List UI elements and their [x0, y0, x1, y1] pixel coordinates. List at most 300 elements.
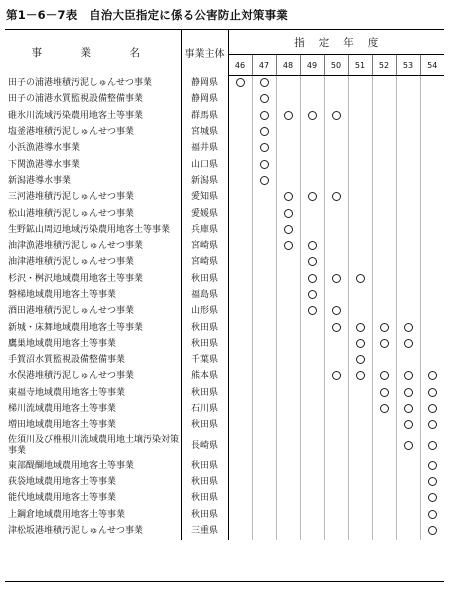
designation-cell [252, 76, 276, 92]
designated-circle-icon [428, 371, 437, 380]
designation-cell [324, 157, 348, 173]
designation-cell [348, 523, 372, 539]
designation-cell [348, 108, 372, 124]
project-actor: 秋田県 [181, 458, 228, 474]
table-title: 第1－6－7表 自治大臣指定に係る公害防止対策事業 [6, 8, 289, 22]
designation-cell [228, 287, 252, 303]
designation-cell [252, 190, 276, 206]
designation-cell [324, 238, 348, 254]
designation-cell [228, 271, 252, 287]
project-actor: 秋田県 [181, 336, 228, 352]
designation-cell [324, 320, 348, 336]
project-name: 増田地域農用地客土等事業 [8, 420, 117, 431]
designation-cell [372, 108, 396, 124]
designation-cell [396, 353, 420, 369]
table-row [5, 173, 444, 189]
designation-cell [300, 157, 324, 173]
designation-cell [324, 369, 348, 385]
designation-cell [324, 434, 348, 458]
designation-cell [252, 401, 276, 417]
designation-cell [300, 108, 324, 124]
designation-cell [252, 124, 276, 140]
project-name-header: 事 業 名 [31, 47, 154, 60]
designation-cell [348, 491, 372, 507]
designation-cell [396, 474, 420, 490]
designation-cell [276, 173, 300, 189]
designation-cell [372, 434, 396, 458]
project-actor: 静岡県 [181, 76, 228, 92]
project-actor: 秋田県 [181, 320, 228, 336]
designation-cell [324, 271, 348, 287]
designation-cell [300, 369, 324, 385]
designation-cell [252, 523, 276, 539]
designated-circle-icon [260, 176, 269, 185]
designation-cell [372, 507, 396, 523]
designation-cell [252, 336, 276, 352]
project-actor: 宮崎県 [181, 255, 228, 271]
table-row [5, 336, 444, 352]
designation-cell [228, 336, 252, 352]
project-actor: 三重県 [181, 523, 228, 539]
designation-cell [300, 190, 324, 206]
table-row [5, 507, 444, 523]
designated-circle-icon [428, 477, 437, 486]
designation-cell [324, 474, 348, 490]
designation-cell [276, 222, 300, 238]
designation-cell [396, 92, 420, 108]
designation-cell [396, 173, 420, 189]
designation-cell [324, 385, 348, 401]
designation-cell [252, 304, 276, 320]
table-row [5, 76, 444, 92]
designation-cell [276, 157, 300, 173]
designation-cell [420, 491, 444, 507]
designation-cell [252, 507, 276, 523]
designated-circle-icon [404, 388, 413, 397]
project-name: 杉沢・桝沢地域農用地客土等事業 [8, 273, 144, 284]
designation-cell [348, 238, 372, 254]
designated-circle-icon [356, 371, 365, 380]
designation-cell [420, 141, 444, 157]
designation-cell [348, 401, 372, 417]
designation-cell [396, 287, 420, 303]
designation-cell [228, 222, 252, 238]
project-name: 東部醍醐地域農用地客土等事業 [8, 460, 135, 471]
designation-cell [252, 222, 276, 238]
year-header-cell: 48 [276, 55, 300, 76]
project-name: 碓氷川流域汚染農用地客土等事業 [8, 110, 144, 121]
designated-circle-icon [356, 323, 365, 332]
designation-cell [420, 157, 444, 173]
project-name: 小浜漁港導水事業 [8, 143, 81, 154]
designated-circle-icon [332, 306, 341, 315]
designation-cell [396, 108, 420, 124]
project-actor: 長崎県 [181, 434, 228, 458]
designation-cell [348, 141, 372, 157]
project-actor: 福島県 [181, 287, 228, 303]
designation-cell [300, 474, 324, 490]
designation-cell [420, 124, 444, 140]
designation-cell [348, 76, 372, 92]
designated-circle-icon [308, 192, 317, 201]
designation-cell [252, 255, 276, 271]
designation-cell [300, 523, 324, 539]
project-actor: 宮崎県 [181, 238, 228, 254]
designation-cell [300, 206, 324, 222]
designation-cell [228, 320, 252, 336]
designation-cell [228, 238, 252, 254]
project-actor: 宮城県 [181, 124, 228, 140]
project-name: 生野鉱山周辺地域汚染農用地客土等事業 [8, 224, 171, 235]
designation-cell [252, 206, 276, 222]
designated-circle-icon [356, 274, 365, 283]
designation-cell [276, 238, 300, 254]
designation-cell [324, 458, 348, 474]
designated-circle-icon [404, 339, 413, 348]
designated-circle-icon [308, 111, 317, 120]
designation-cell [420, 108, 444, 124]
designation-cell [228, 385, 252, 401]
project-name: 津松坂港堆積汚泥しゅんせつ事業 [8, 525, 144, 536]
designation-cell [252, 418, 276, 434]
project-name: 松山港堆積汚泥しゅんせつ事業 [8, 208, 135, 219]
designated-circle-icon [428, 526, 437, 535]
project-name: 水俣港堆積汚泥しゅんせつ事業 [8, 371, 135, 382]
project-actor: 愛知県 [181, 190, 228, 206]
project-actor: 兵庫県 [181, 222, 228, 238]
designation-cell [300, 401, 324, 417]
designation-cell [252, 238, 276, 254]
project-name: 新潟港導水事業 [8, 175, 72, 186]
designation-cell [300, 76, 324, 92]
project-name: 塩釜港堆積汚泥しゅんせつ事業 [8, 127, 135, 138]
designation-cell [228, 124, 252, 140]
designation-cell [324, 222, 348, 238]
project-name: 酒田港堆積汚泥しゅんせつ事業 [8, 306, 135, 317]
designation-cell [372, 287, 396, 303]
table-row [5, 92, 444, 108]
designation-cell [348, 157, 372, 173]
designation-cell [372, 385, 396, 401]
designation-cell [372, 458, 396, 474]
designation-cell [420, 434, 444, 458]
designation-cell [348, 458, 372, 474]
designation-cell [300, 304, 324, 320]
designated-circle-icon [284, 225, 293, 234]
designated-circle-icon [308, 306, 317, 315]
year-header-cell: 53 [396, 55, 420, 76]
year-header-cell: 51 [348, 55, 372, 76]
designation-cell [324, 141, 348, 157]
designated-circle-icon [380, 339, 389, 348]
designated-circle-icon [380, 323, 389, 332]
designation-cell [276, 353, 300, 369]
designation-cell [396, 523, 420, 539]
designation-cell [252, 353, 276, 369]
designation-cell [396, 190, 420, 206]
designation-cell [276, 108, 300, 124]
table-row [5, 206, 444, 222]
designation-cell [420, 304, 444, 320]
designated-circle-icon [308, 290, 317, 299]
designated-circle-icon [404, 441, 413, 450]
designated-circle-icon [428, 441, 437, 450]
project-actor: 秋田県 [181, 507, 228, 523]
designated-circle-icon [380, 371, 389, 380]
designation-cell [300, 458, 324, 474]
project-actor: 山口県 [181, 157, 228, 173]
bottom-rule [5, 581, 444, 582]
designation-cell [276, 458, 300, 474]
designation-cell [420, 418, 444, 434]
designated-circle-icon [260, 94, 269, 103]
designation-cell [372, 206, 396, 222]
project-actor: 秋田県 [181, 418, 228, 434]
designated-circle-icon [284, 192, 293, 201]
designation-cell [276, 271, 300, 287]
designation-cell [324, 190, 348, 206]
designation-cell [228, 474, 252, 490]
year-header-cell: 46 [228, 55, 252, 76]
designation-cell [420, 336, 444, 352]
designation-cell [420, 523, 444, 539]
designation-cell [396, 76, 420, 92]
table-row [5, 124, 444, 140]
designation-cell [396, 401, 420, 417]
designation-cell [276, 320, 300, 336]
designation-cell [300, 491, 324, 507]
project-name: 磐梯地域農用地客土等事業 [8, 290, 117, 300]
designation-cell [420, 92, 444, 108]
table-row [5, 238, 444, 254]
project-name: 東福寺地域農用地客土等事業 [8, 387, 126, 398]
designation-cell [420, 507, 444, 523]
project-actor: 秋田県 [181, 271, 228, 287]
designation-cell [324, 401, 348, 417]
year-header-cell: 54 [420, 55, 444, 76]
designated-circle-icon [404, 371, 413, 380]
designation-cell [420, 369, 444, 385]
designation-cell [276, 206, 300, 222]
project-name: 油津港堆積汚泥しゅんせつ事業 [8, 257, 135, 268]
table-body [5, 76, 444, 540]
designation-cell [372, 238, 396, 254]
designated-circle-icon [428, 404, 437, 413]
designation-cell [396, 304, 420, 320]
designation-cell [396, 157, 420, 173]
designation-cell [420, 287, 444, 303]
designation-cell [396, 336, 420, 352]
designation-cell [252, 474, 276, 490]
designation-cell [276, 124, 300, 140]
project-name: 荻袋地域農用地客土等事業 [8, 476, 117, 487]
designation-cell [276, 491, 300, 507]
designation-cell [324, 255, 348, 271]
year-header-cell: 50 [324, 55, 348, 76]
project-actor: 愛媛県 [181, 206, 228, 222]
designation-cell [372, 141, 396, 157]
year-header-cell: 49 [300, 55, 324, 76]
project-name: 上鋼倉地域農用地客土等事業 [8, 509, 126, 520]
designation-cell [348, 190, 372, 206]
designation-cell [372, 523, 396, 539]
designation-cell [372, 491, 396, 507]
designation-cell [300, 124, 324, 140]
designation-cell [228, 434, 252, 458]
designation-cell [228, 353, 252, 369]
designated-circle-icon [404, 323, 413, 332]
project-name: 油津漁港堆積汚泥しゅんせつ事業 [8, 241, 144, 252]
designation-cell [324, 124, 348, 140]
designation-cell [276, 523, 300, 539]
designation-cell [252, 157, 276, 173]
designation-cell [300, 385, 324, 401]
designation-cell [348, 353, 372, 369]
designation-cell [348, 124, 372, 140]
designation-cell [420, 458, 444, 474]
year-header-cell: 47 [252, 55, 276, 76]
designated-circle-icon [428, 461, 437, 470]
designation-cell [396, 418, 420, 434]
designation-cell [372, 124, 396, 140]
designation-cell [396, 255, 420, 271]
designation-cell [324, 507, 348, 523]
designation-cell [276, 92, 300, 108]
designation-cell [324, 304, 348, 320]
designation-cell [300, 434, 324, 458]
project-name: 能代地域農用地客土等事業 [8, 493, 117, 504]
table-row [5, 401, 444, 417]
designation-cell [372, 320, 396, 336]
designation-cell [228, 418, 252, 434]
designation-cell [348, 304, 372, 320]
designation-cell [276, 76, 300, 92]
table-row [5, 222, 444, 238]
designation-cell [252, 491, 276, 507]
designated-circle-icon [332, 111, 341, 120]
designation-cell [348, 206, 372, 222]
designation-cell [396, 271, 420, 287]
designation-cell [324, 108, 348, 124]
designation-cell [348, 418, 372, 434]
designated-circle-icon [380, 404, 389, 413]
table-row [5, 287, 444, 303]
designation-cell [228, 369, 252, 385]
designation-cell [300, 255, 324, 271]
designation-cell [372, 336, 396, 352]
designation-cell [228, 76, 252, 92]
table-row [5, 523, 444, 539]
designation-cell [420, 353, 444, 369]
designation-cell [348, 336, 372, 352]
designation-cell [252, 287, 276, 303]
project-name: 梯川流域農用地客土等事業 [8, 404, 117, 415]
designation-cell [276, 507, 300, 523]
designation-cell [420, 255, 444, 271]
table-row [5, 141, 444, 157]
designation-cell [276, 304, 300, 320]
designation-cell [276, 190, 300, 206]
table-row [5, 304, 444, 320]
projects-table [5, 30, 444, 540]
designation-cell [300, 353, 324, 369]
table-row [5, 108, 444, 124]
designation-cell [324, 523, 348, 539]
table-row [5, 474, 444, 490]
project-actor: 石川県 [181, 401, 228, 417]
designation-cell [300, 271, 324, 287]
designated-circle-icon [308, 274, 317, 283]
designated-circle-icon [284, 209, 293, 218]
designation-cell [228, 190, 252, 206]
designated-circle-icon [332, 371, 341, 380]
designation-cell [228, 507, 252, 523]
designation-cell [348, 255, 372, 271]
designation-cell [300, 287, 324, 303]
year-header-cell: 52 [372, 55, 396, 76]
table-row [5, 385, 444, 401]
project-name: 田子の浦港水質監視設備整備事業 [8, 94, 144, 105]
designation-cell [372, 157, 396, 173]
designation-cell [420, 190, 444, 206]
designation-cell [420, 238, 444, 254]
designation-cell [396, 507, 420, 523]
designation-cell [420, 401, 444, 417]
designation-cell [372, 190, 396, 206]
project-actor: 秋田県 [181, 474, 228, 490]
project-actor-header: 事業主体 [181, 30, 228, 76]
designated-circle-icon [332, 192, 341, 201]
project-actor: 千葉県 [181, 353, 228, 369]
designation-cell [348, 474, 372, 490]
project-actor: 福井県 [181, 141, 228, 157]
designation-cell [396, 206, 420, 222]
designation-cell [252, 320, 276, 336]
designation-cell [228, 108, 252, 124]
designation-cell [324, 353, 348, 369]
designation-cell [300, 507, 324, 523]
designation-cell [420, 222, 444, 238]
designation-cell [372, 255, 396, 271]
designation-cell [372, 418, 396, 434]
designated-circle-icon [332, 274, 341, 283]
designation-cell [348, 320, 372, 336]
project-actor: 山形県 [181, 304, 228, 320]
designation-cell [276, 385, 300, 401]
designation-cell [396, 434, 420, 458]
project-name: 鷹巣地域農用地客土等事業 [8, 338, 117, 349]
designation-cell [396, 222, 420, 238]
project-actor: 静岡県 [181, 92, 228, 108]
designation-cell [276, 141, 300, 157]
table-row [5, 369, 444, 385]
designation-cell [396, 458, 420, 474]
designation-cell [228, 173, 252, 189]
designation-cell [300, 92, 324, 108]
table-row [5, 458, 444, 474]
designation-cell [276, 401, 300, 417]
designation-cell [252, 141, 276, 157]
designation-cell [228, 157, 252, 173]
designation-cell [276, 287, 300, 303]
designation-cell [228, 92, 252, 108]
designation-cell [372, 173, 396, 189]
designated-circle-icon [284, 241, 293, 250]
designation-cell [420, 206, 444, 222]
designated-circle-icon [260, 111, 269, 120]
designated-circle-icon [404, 404, 413, 413]
table-row [5, 255, 444, 271]
